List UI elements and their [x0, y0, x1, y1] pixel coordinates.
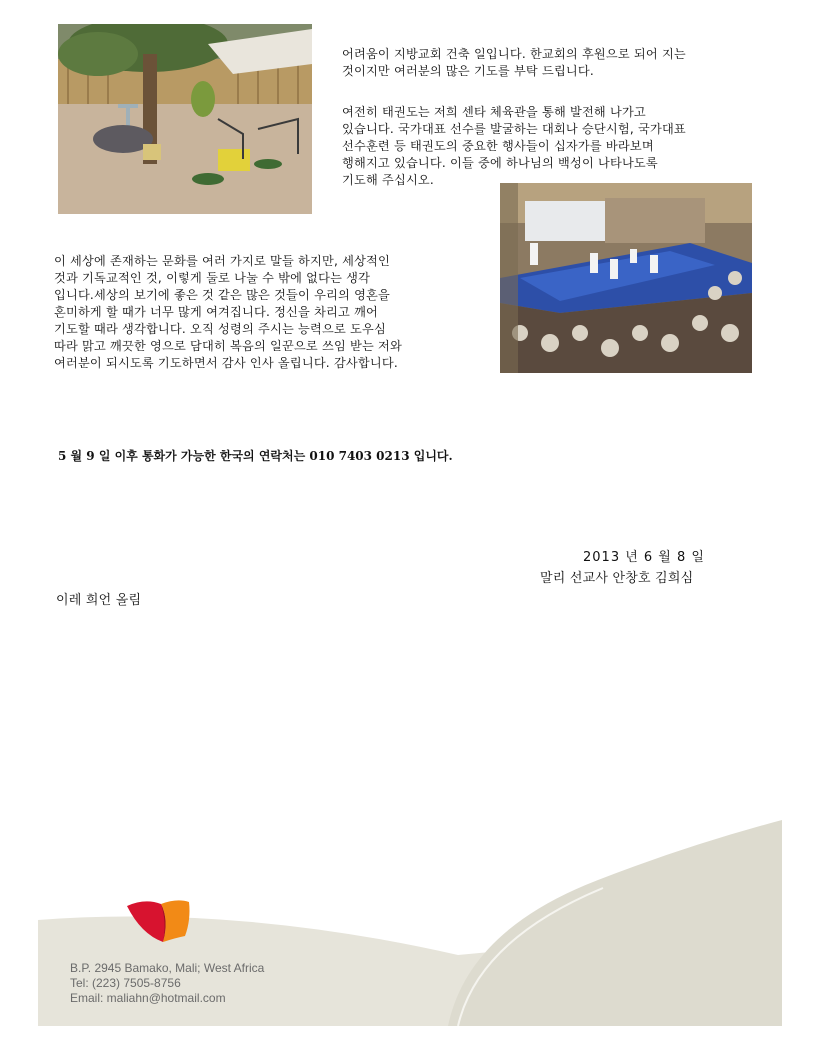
organization-logo [125, 898, 191, 946]
text-line: 이 세상에 존재하는 문화를 여러 가지로 말들 하지만, 세상적인 [54, 254, 390, 268]
text-line: 기도해 주십시오. [342, 173, 434, 187]
closing-line: 이레 희언 올림 [56, 593, 142, 608]
letter-date: 2013 년 6 월 8 일 [583, 550, 705, 565]
text-line: 여러분이 되시도록 기도하면서 감사 인사 올립니다. 감사합니다. [54, 356, 398, 370]
taekwondo-photo [500, 183, 752, 373]
text-line: 여전히 태권도는 저희 센타 체육관을 통해 발전해 나가고 [342, 105, 646, 119]
contact-notice: 5 월 9 일 이후 통화가 가능한 한국의 연락처는 010 7403 0213 입니다. [58, 449, 453, 463]
culture-paragraph [54, 253, 402, 372]
text-line: 기도할 때라 생각합니다. 오직 성령의 주시는 능력으로 도우심 [54, 322, 386, 336]
footer-email[interactable]: Email: maliahn@hotmail.com [70, 991, 226, 1005]
text-line: 있습니다. 국가대표 선수를 발굴하는 대회나 승단시험, 국가대표 [342, 122, 686, 136]
intro-paragraph [342, 46, 686, 80]
text-line: 입니다.세상의 보기에 좋은 것 같은 많은 것들이 우리의 영혼을 [54, 288, 390, 302]
signature: 말리 선교사 안창호 김희심 [540, 571, 694, 586]
text-line: 선수훈련 등 태권도의 중요한 행사들이 십자가를 바라보며 [342, 139, 654, 153]
text-line: 행해지고 있습니다. 이들 중에 하나님의 백성이 나타나도록 [342, 156, 658, 170]
text-line: 것과 기독교적인 것, 이렇게 둘로 나눌 수 밖에 없다는 생각 [54, 271, 371, 285]
text-line: 어려움이 지방교회 건축 일입니다. 한교회의 후원으로 되어 지는 [342, 47, 686, 61]
footer-contact [70, 961, 264, 1006]
text-line: 혼미하게 할 때가 너무 많게 여겨집니다. 정신을 차리고 깨어 [54, 305, 379, 319]
text-line: 것이지만 여러분의 많은 기도를 부탁 드립니다. [342, 64, 594, 78]
taekwondo-paragraph [342, 104, 686, 189]
footer-address: B.P. 2945 Bamako, Mali; West Africa [70, 961, 265, 975]
text-line: 따라 맑고 깨끗한 영으로 담대히 복음의 일꾼으로 쓰임 받는 저와 [54, 339, 402, 353]
courtyard-photo [58, 24, 312, 214]
footer-phone: Tel: (223) 7505-8756 [70, 976, 181, 990]
